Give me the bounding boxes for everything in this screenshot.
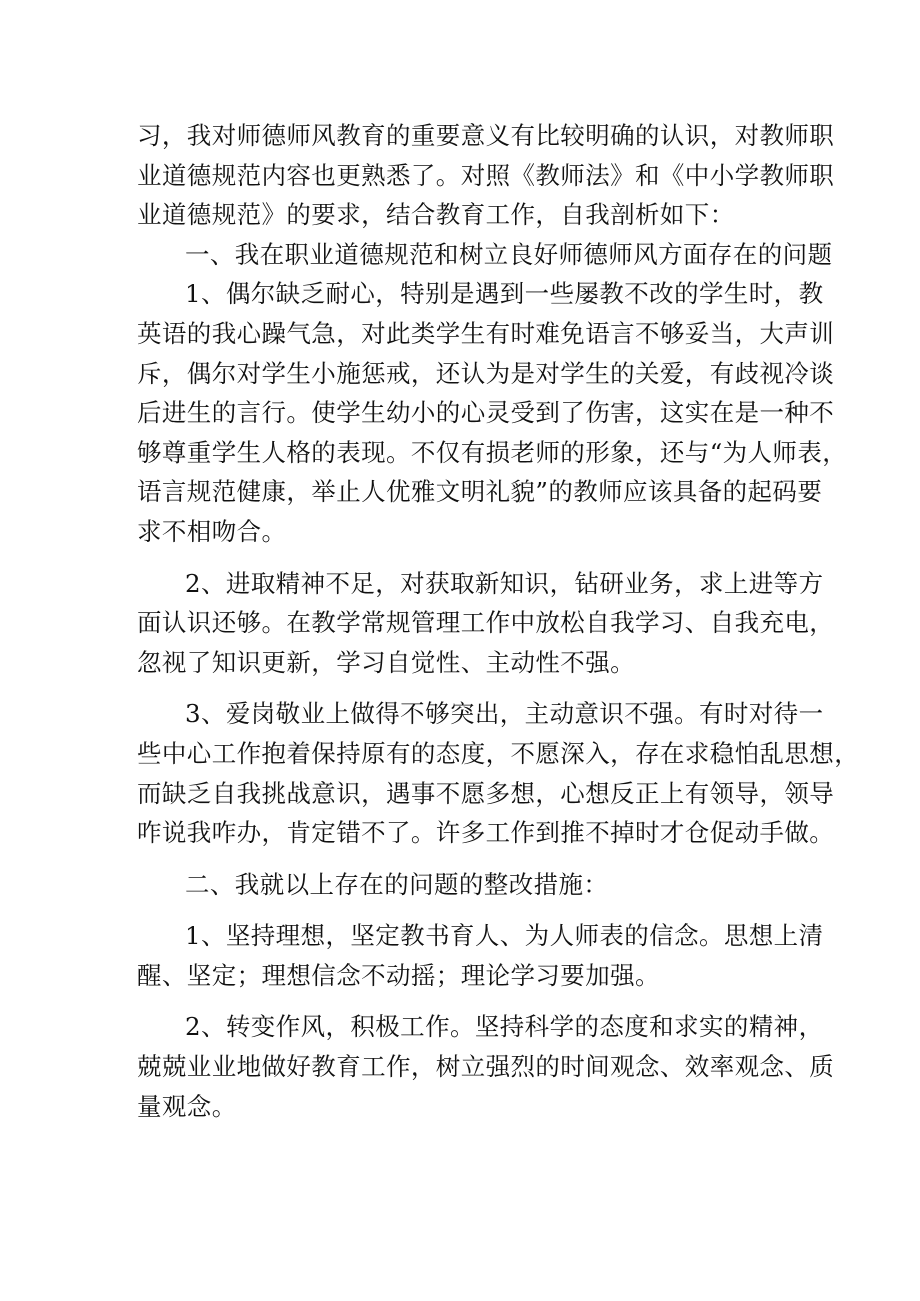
text-line: 业道德规范》的要求，结合教育工作，自我剖析如下： bbox=[137, 200, 735, 230]
problem3-paragraph bbox=[137, 694, 860, 852]
text-line: 求不相吻合。 bbox=[137, 516, 287, 546]
intro-paragraph bbox=[137, 116, 835, 235]
heading-line: 二、我就以上存在的问题的整改措施： bbox=[185, 869, 609, 899]
text-line: 2、转变作风，积极工作。坚持科学的态度和求实的精神， bbox=[185, 1012, 824, 1042]
text-line: 斥，偶尔对学生小施惩戒，还认为是对学生的关爱，有歧视冷谈 bbox=[137, 358, 835, 388]
measure2-paragraph bbox=[137, 1007, 835, 1126]
text-line: 兢兢业业地做好教育工作，树立强烈的时间观念、效率观念、质 bbox=[137, 1052, 835, 1082]
text-line: 1、偶尔缺乏耐心，特别是遇到一些屡教不改的学生时，教 bbox=[185, 279, 824, 309]
text-line: 而缺乏自我挑战意识，遇事不愿多想，心想反正上有领导，领导 bbox=[137, 778, 835, 808]
heading-line: 一、我在职业道德规范和树立良好师德师风方面存在的问题 bbox=[185, 239, 833, 269]
section2-heading bbox=[137, 865, 797, 905]
text-line: 忽视了知识更新，学习自觉性、主动性不强。 bbox=[137, 647, 635, 677]
text-line: 醒、坚定；理想信念不动摇；理论学习要加强。 bbox=[137, 960, 660, 990]
text-line: 语言规范健康，举止人优雅文明礼貌”的教师应该具备的起码要 bbox=[137, 477, 823, 507]
document-body bbox=[137, 116, 860, 1126]
text-line: 3、爱岗敬业上做得不够突出，主动意识不强。有时对待一 bbox=[185, 699, 824, 729]
section1-heading bbox=[137, 235, 833, 275]
paragraph-gap bbox=[137, 995, 797, 1007]
text-line: 面认识还够。在教学常规管理工作中放松自我学习、自我充电， bbox=[137, 608, 835, 638]
text-line: 量观念。 bbox=[137, 1091, 237, 1121]
paragraph-gap bbox=[137, 682, 797, 694]
paragraph-gap bbox=[137, 552, 797, 564]
text-line: 习，我对师德师风教育的重要意义有比较明确的认识，对教师职 bbox=[137, 121, 835, 150]
text-line: 业道德规范内容也更熟悉了。对照《教师法》和《中小学教师职 bbox=[137, 160, 835, 190]
text-line: 咋说我咋办，肯定错不了。许多工作到推不掉时才仓促动手做。 bbox=[137, 818, 835, 848]
text-line: 后进生的言行。使学生幼小的心灵受到了伤害，这实在是一种不 bbox=[137, 398, 835, 428]
text-line: 些中心工作抱着保持原有的态度，不愿深入，存在求稳怕乱思想， bbox=[137, 738, 860, 768]
problem1-paragraph bbox=[137, 274, 848, 551]
paragraph-gap bbox=[137, 853, 797, 865]
measure1-paragraph bbox=[137, 916, 824, 995]
text-line: 1、坚持理想，坚定教书育人、为人师表的信念。思想上清 bbox=[185, 921, 824, 951]
text-line: 2、进取精神不足，对获取新知识，钻研业务，求上进等方 bbox=[185, 568, 824, 598]
problem2-paragraph bbox=[137, 564, 835, 683]
paragraph-gap bbox=[137, 904, 797, 916]
text-line: 英语的我心躁气急，对此类学生有时难免语言不够妥当，大声训 bbox=[137, 318, 835, 348]
text-line: 够尊重学生人格的表现。不仅有损老师的形象，还与“为人师表， bbox=[137, 437, 848, 467]
